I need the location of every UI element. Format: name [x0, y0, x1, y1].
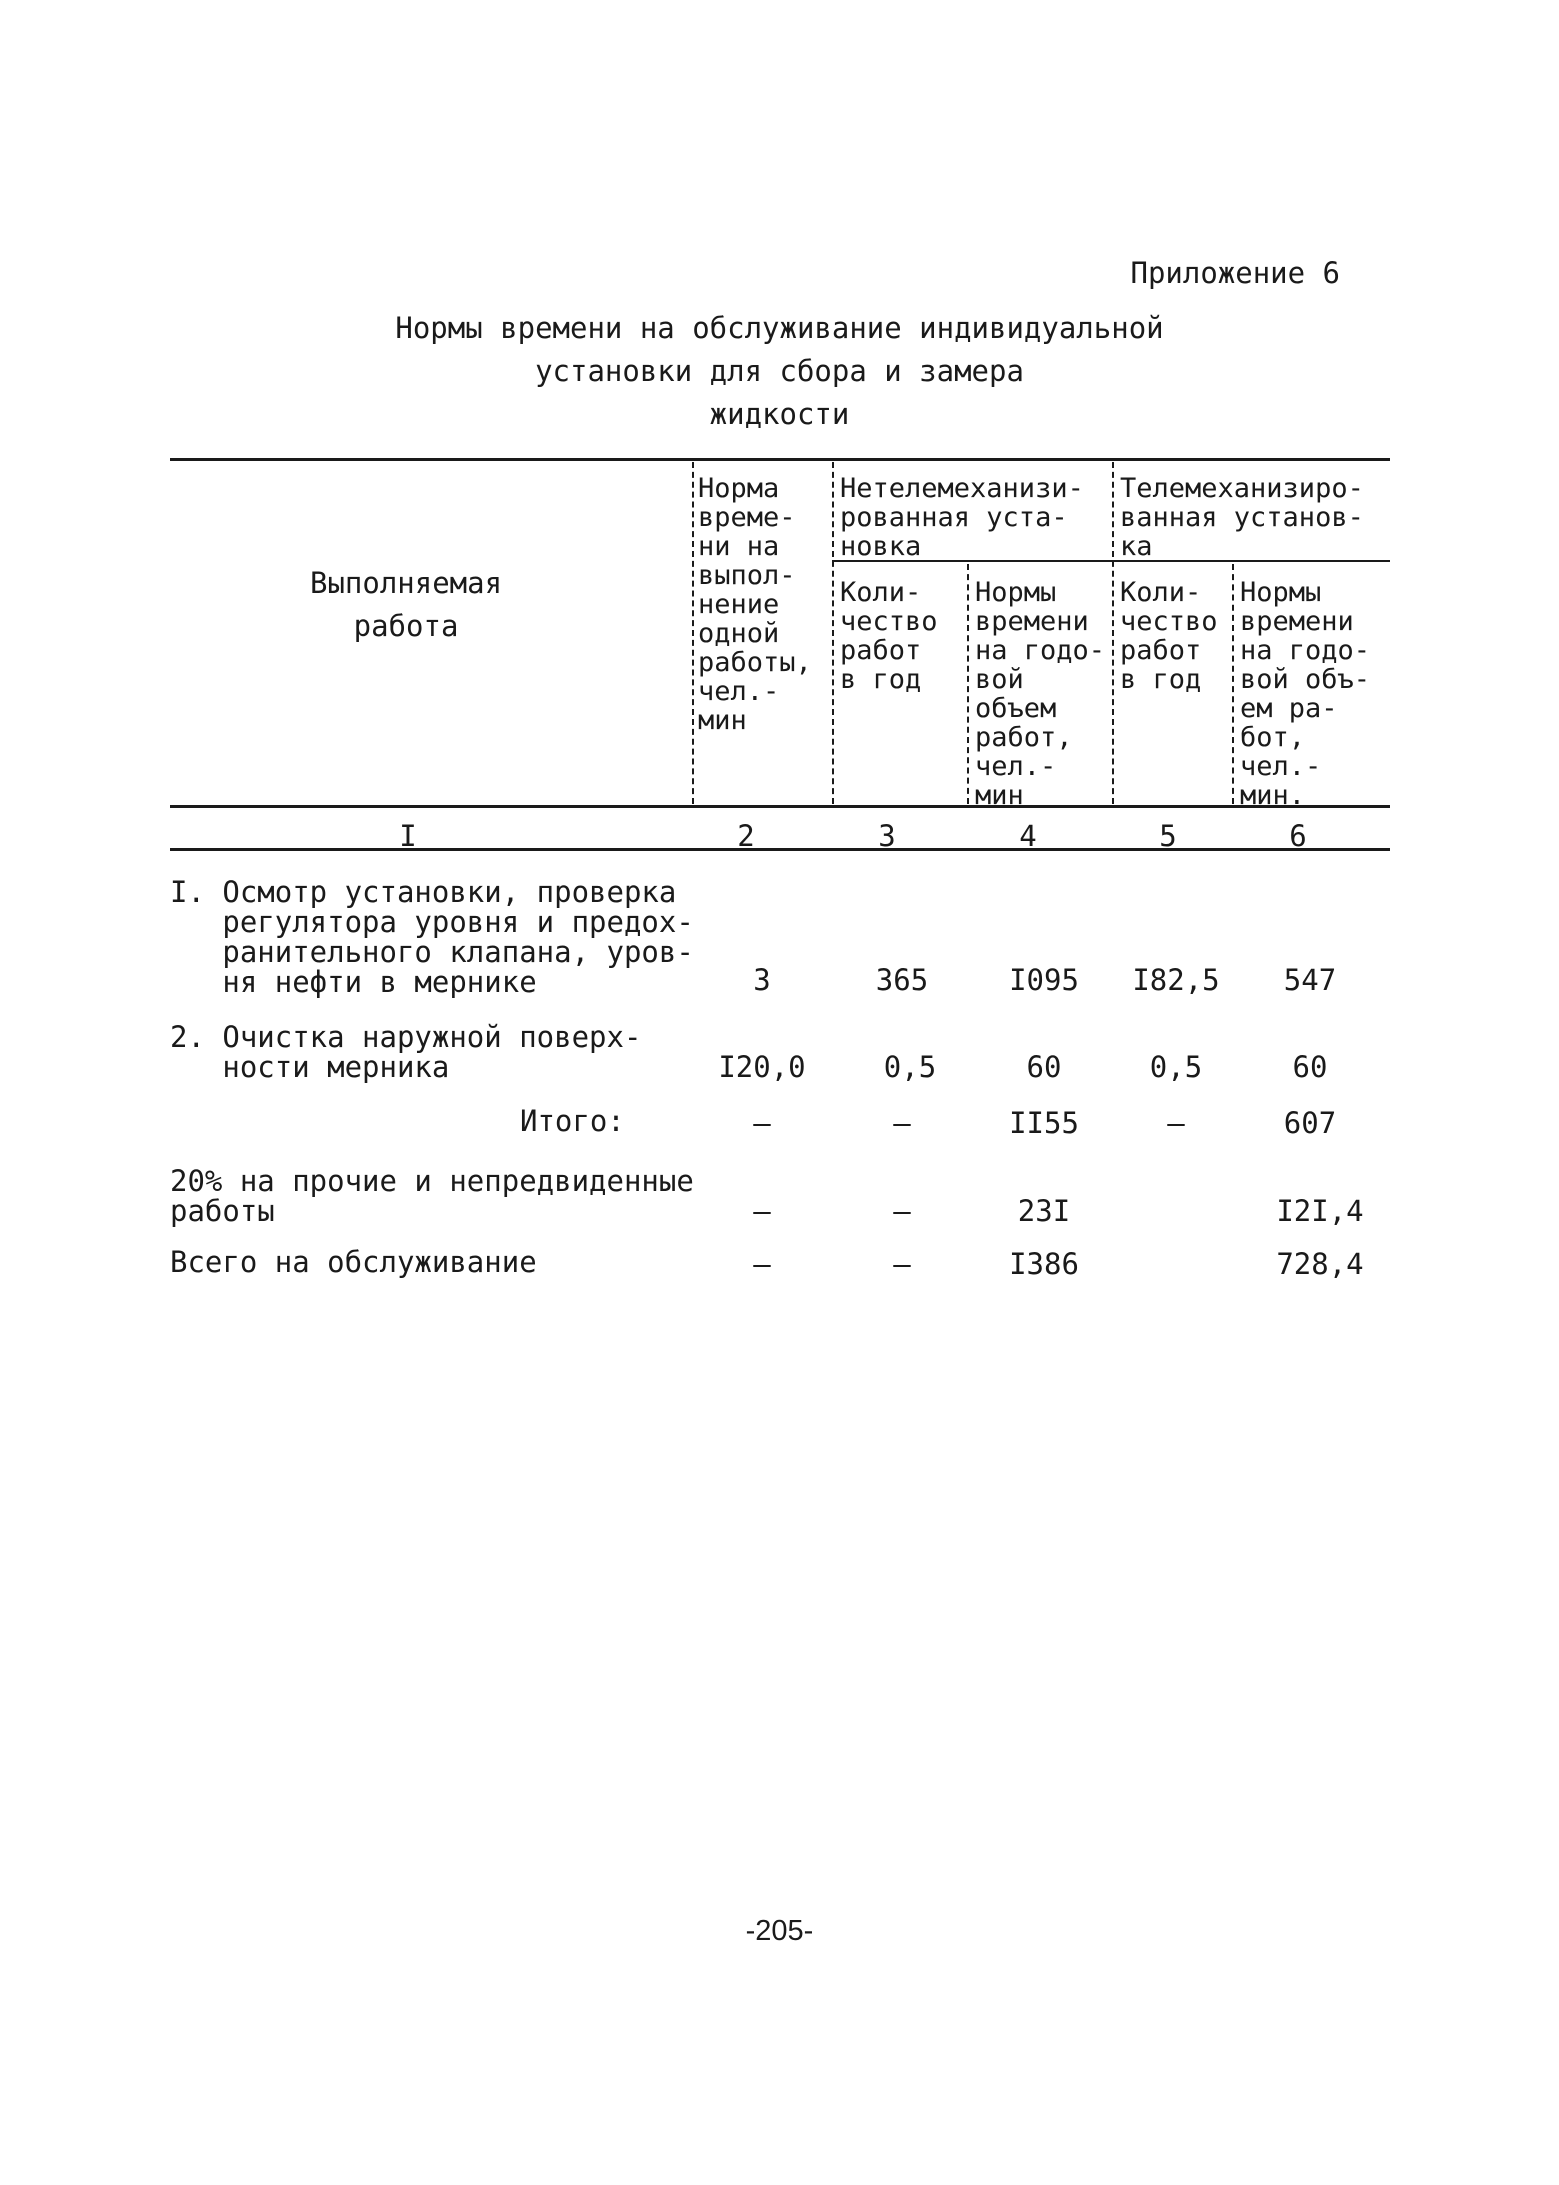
- header-count-telemech: Коли- чество работ в год: [1120, 577, 1218, 695]
- row-value-col2: –: [753, 1106, 771, 1140]
- row-value-col6: I2I,4: [1276, 1194, 1364, 1228]
- header-telemech-group: Телемеханизиро- ванная установ- ка: [1120, 473, 1364, 562]
- row-value-col3: –: [893, 1194, 911, 1228]
- column-number-3: 3: [878, 819, 896, 853]
- column-separator-3: [832, 462, 834, 804]
- header-annual-norm-non-telemech: Нормы времени на годо- вой объем работ, чел.- мин: [975, 577, 1106, 811]
- colnum-bottom-rule: [170, 848, 1390, 851]
- row-value-col2: –: [753, 1194, 771, 1228]
- row-value-col3: 365: [875, 963, 929, 997]
- row-value-col5: I82,5: [1132, 963, 1220, 997]
- column-separator-4: [967, 564, 969, 804]
- title-line-2: установки для сбора и замера: [535, 354, 1024, 388]
- row-value-col6: 728,4: [1276, 1247, 1364, 1281]
- row-value-col4: I386: [1009, 1247, 1079, 1281]
- row-value-col6: 547: [1283, 963, 1337, 997]
- row-label: Итого:: [520, 1104, 625, 1138]
- row-label: 2. Очистка наружной поверх- ности мерника: [170, 1020, 642, 1084]
- row-label: I. Осмотр установки, проверка регулятора уровня и предох- ранительного клапана, уров- ня нефти в мернике: [170, 875, 694, 999]
- row-value-col2: –: [753, 1247, 771, 1281]
- page-number: -205-: [745, 1915, 814, 1947]
- row-value-col4: II55: [1009, 1106, 1079, 1140]
- table-top-rule: [170, 458, 1390, 461]
- row-label: Всего на обслуживание: [170, 1245, 537, 1279]
- column-number-2: 2: [737, 819, 755, 853]
- row-value-col2: 3: [753, 963, 771, 997]
- row-value-col4: 23I: [1017, 1194, 1071, 1228]
- row-value-col4: 60: [1026, 1050, 1062, 1084]
- column-number-1: I: [399, 819, 417, 853]
- header-work: Выполняемая работа: [310, 566, 503, 643]
- header-non-telemech-group: Нетелемеханизи- рованная уста- новка: [840, 473, 1084, 562]
- column-number-4: 4: [1019, 819, 1037, 853]
- row-value-col3: –: [893, 1247, 911, 1281]
- header-norm-per-job: Норма време- ни на выпол- нение одной работы, чел.- мин: [698, 473, 812, 736]
- row-value-col6: 60: [1292, 1050, 1328, 1084]
- header-annual-norm-telemech: Нормы времени на годо- вой объ- ем ра- бот, чел.- мин.: [1240, 577, 1371, 811]
- row-label: 20% на прочие и непредвиденные работы: [170, 1164, 694, 1228]
- row-value-col5: –: [1167, 1106, 1185, 1140]
- title-line-1: Нормы времени на обслуживание индивидуальной: [395, 311, 1164, 345]
- row-value-col3: –: [893, 1106, 911, 1140]
- row-value-col4: I095: [1009, 963, 1079, 997]
- row-value-col6: 607: [1283, 1106, 1337, 1140]
- appendix-label: Приложение 6: [1130, 256, 1340, 290]
- column-separator-2: [692, 462, 694, 804]
- row-value-col2: I20,0: [718, 1050, 806, 1084]
- header-count-non-telemech: Коли- чество работ в год: [840, 577, 938, 695]
- row-value-col5: 0,5: [1149, 1050, 1203, 1084]
- title-line-3: жидкости: [709, 397, 850, 431]
- column-separator-5: [1112, 462, 1114, 804]
- column-separator-6: [1232, 564, 1234, 804]
- column-number-5: 5: [1159, 819, 1177, 853]
- row-value-col3: 0,5: [883, 1050, 937, 1084]
- header-bottom-rule: [170, 805, 1390, 808]
- column-number-6: 6: [1289, 819, 1307, 853]
